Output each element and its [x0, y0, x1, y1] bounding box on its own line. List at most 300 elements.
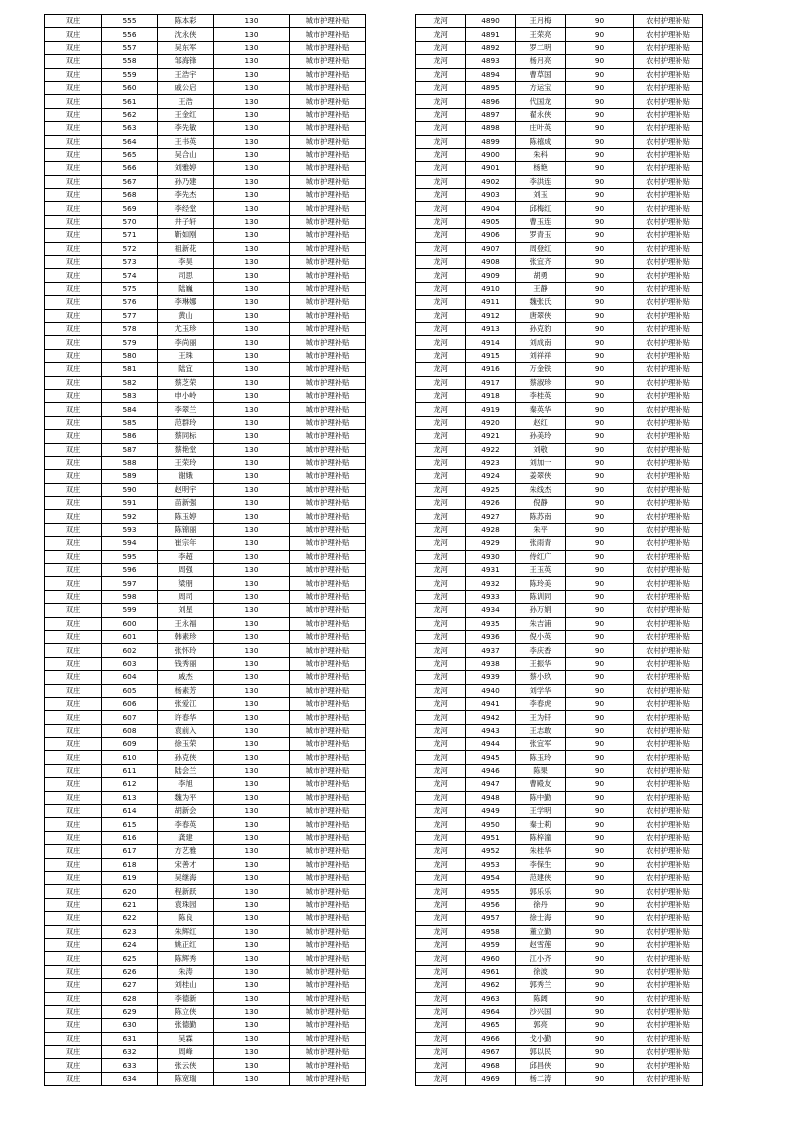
serial-cell: 4969 [466, 1072, 516, 1085]
table-row [45, 912, 366, 925]
name-cell: 李保生 [516, 858, 566, 871]
name-cell: 张爱江 [158, 697, 214, 710]
town-cell: 龙河 [416, 523, 466, 536]
amount-cell: 90 [566, 269, 634, 282]
name-cell: 姚正红 [158, 938, 214, 951]
subsidy-type-cell: 农村护理补贴 [634, 95, 703, 108]
name-cell: 祖新花 [158, 242, 214, 255]
table-row [45, 898, 366, 911]
town-cell: 龙河 [416, 349, 466, 362]
name-cell: 翟永侠 [516, 108, 566, 121]
serial-cell: 4954 [466, 872, 516, 885]
town-cell: 龙河 [416, 55, 466, 68]
subsidy-type-cell: 城市护理补贴 [290, 778, 366, 791]
serial-cell: 4947 [466, 778, 516, 791]
serial-cell: 575 [102, 282, 158, 295]
subsidy-type-cell: 农村护理补贴 [634, 644, 703, 657]
town-cell: 龙河 [416, 256, 466, 269]
table-row [416, 657, 703, 670]
town-cell: 龙河 [416, 1019, 466, 1032]
serial-cell: 599 [102, 604, 158, 617]
subsidy-type-cell: 城市护理补贴 [290, 564, 366, 577]
serial-cell: 4915 [466, 349, 516, 362]
table-row [416, 898, 703, 911]
subsidy-type-cell: 城市护理补贴 [290, 831, 366, 844]
name-cell: 王珠 [158, 349, 214, 362]
serial-cell: 577 [102, 309, 158, 322]
serial-cell: 605 [102, 684, 158, 697]
subsidy-type-cell: 城市护理补贴 [290, 818, 366, 831]
subsidy-type-cell: 城市护理补贴 [290, 349, 366, 362]
amount-cell: 90 [566, 898, 634, 911]
town-cell: 龙河 [416, 470, 466, 483]
amount-cell: 90 [566, 952, 634, 965]
subsidy-type-cell: 城市护理补贴 [290, 497, 366, 510]
amount-cell: 90 [566, 671, 634, 684]
subsidy-type-cell: 农村护理补贴 [634, 269, 703, 282]
town-cell: 龙河 [416, 363, 466, 376]
subsidy-type-cell: 农村护理补贴 [634, 711, 703, 724]
table-row [416, 95, 703, 108]
name-cell: 徐士海 [516, 912, 566, 925]
town-cell: 龙河 [416, 108, 466, 121]
amount-cell: 90 [566, 497, 634, 510]
name-cell: 王学明 [516, 805, 566, 818]
name-cell: 王永福 [158, 617, 214, 630]
table-row [416, 979, 703, 992]
name-cell: 徐玉荣 [158, 738, 214, 751]
serial-cell: 562 [102, 108, 158, 121]
name-cell: 沈永侠 [158, 28, 214, 41]
amount-cell: 90 [566, 644, 634, 657]
table-row [45, 15, 366, 28]
serial-cell: 622 [102, 912, 158, 925]
amount-cell: 90 [566, 336, 634, 349]
amount-cell: 130 [214, 215, 290, 228]
name-cell: 倪小英 [516, 630, 566, 643]
name-cell: 许春华 [158, 711, 214, 724]
name-cell: 陈果 [516, 764, 566, 777]
name-cell: 王浩宇 [158, 68, 214, 81]
amount-cell: 90 [566, 376, 634, 389]
table-row [416, 269, 703, 282]
table-row [45, 403, 366, 416]
town-cell: 双庄 [45, 256, 102, 269]
subsidy-type-cell: 农村护理补贴 [634, 41, 703, 54]
town-cell: 双庄 [45, 604, 102, 617]
table-row [45, 336, 366, 349]
amount-cell: 90 [566, 751, 634, 764]
name-cell: 蔡芝荣 [158, 376, 214, 389]
amount-cell: 130 [214, 403, 290, 416]
serial-cell: 4925 [466, 483, 516, 496]
name-cell: 王静 [516, 282, 566, 295]
subsidy-type-cell: 农村护理补贴 [634, 577, 703, 590]
amount-cell: 90 [566, 965, 634, 978]
amount-cell: 130 [214, 724, 290, 737]
name-cell: 申小岭 [158, 389, 214, 402]
subsidy-type-cell: 农村护理补贴 [634, 15, 703, 28]
table-row [45, 456, 366, 469]
amount-cell: 130 [214, 376, 290, 389]
name-cell: 袁珠园 [158, 898, 214, 911]
town-cell: 龙河 [416, 242, 466, 255]
subsidy-type-cell: 农村护理补贴 [634, 443, 703, 456]
serial-cell: 4899 [466, 135, 516, 148]
town-cell: 双庄 [45, 202, 102, 215]
serial-cell: 4928 [466, 523, 516, 536]
table-row [45, 537, 366, 550]
table-row [45, 925, 366, 938]
town-cell: 双庄 [45, 282, 102, 295]
serial-cell: 4918 [466, 389, 516, 402]
name-cell: 苗新强 [158, 497, 214, 510]
serial-cell: 596 [102, 564, 158, 577]
table-row [416, 671, 703, 684]
town-cell: 双庄 [45, 108, 102, 121]
subsidy-type-cell: 农村护理补贴 [634, 68, 703, 81]
amount-cell: 90 [566, 805, 634, 818]
subsidy-type-cell: 农村护理补贴 [634, 322, 703, 335]
table-row [416, 912, 703, 925]
amount-cell: 90 [566, 1046, 634, 1059]
serial-cell: 625 [102, 952, 158, 965]
serial-cell: 593 [102, 523, 158, 536]
amount-cell: 90 [566, 1005, 634, 1018]
name-cell: 张云侠 [158, 1059, 214, 1072]
amount-cell: 90 [566, 617, 634, 630]
town-cell: 双庄 [45, 443, 102, 456]
amount-cell: 130 [214, 389, 290, 402]
subsidy-type-cell: 农村护理补贴 [634, 912, 703, 925]
serial-cell: 606 [102, 697, 158, 710]
subsidy-type-cell: 农村护理补贴 [634, 28, 703, 41]
amount-cell: 130 [214, 322, 290, 335]
town-cell: 龙河 [416, 376, 466, 389]
serial-cell: 565 [102, 148, 158, 161]
subsidy-type-cell: 农村护理补贴 [634, 630, 703, 643]
subsidy-type-cell: 农村护理补贴 [634, 470, 703, 483]
amount-cell: 130 [214, 965, 290, 978]
subsidy-type-cell: 城市护理补贴 [290, 577, 366, 590]
amount-cell: 130 [214, 791, 290, 804]
serial-cell: 556 [102, 28, 158, 41]
serial-cell: 4897 [466, 108, 516, 121]
table-row [416, 630, 703, 643]
subsidy-type-cell: 城市护理补贴 [290, 1059, 366, 1072]
amount-cell: 130 [214, 242, 290, 255]
table-row [45, 1005, 366, 1018]
town-cell: 双庄 [45, 898, 102, 911]
serial-cell: 557 [102, 41, 158, 54]
table-row [416, 550, 703, 563]
subsidy-type-cell: 城市护理补贴 [290, 590, 366, 603]
town-cell: 龙河 [416, 831, 466, 844]
amount-cell: 90 [566, 483, 634, 496]
subsidy-type-cell: 城市护理补贴 [290, 550, 366, 563]
name-cell: 张德勤 [158, 1019, 214, 1032]
table-row [45, 1059, 366, 1072]
name-cell: 宋善才 [158, 858, 214, 871]
table-row [416, 644, 703, 657]
subsidy-type-cell: 城市护理补贴 [290, 912, 366, 925]
subsidy-type-cell: 城市护理补贴 [290, 363, 366, 376]
name-cell: 郭亮 [516, 1019, 566, 1032]
subsidy-type-cell: 农村护理补贴 [634, 684, 703, 697]
left-roster-table [44, 14, 366, 1086]
subsidy-type-cell: 城市护理补贴 [290, 992, 366, 1005]
name-cell: 王荣亮 [516, 28, 566, 41]
serial-cell: 4948 [466, 791, 516, 804]
town-cell: 双庄 [45, 791, 102, 804]
subsidy-type-cell: 农村护理补贴 [634, 403, 703, 416]
amount-cell: 90 [566, 630, 634, 643]
serial-cell: 576 [102, 296, 158, 309]
subsidy-type-cell: 城市护理补贴 [290, 510, 366, 523]
name-cell: 唐翠侠 [516, 309, 566, 322]
town-cell: 双庄 [45, 148, 102, 161]
amount-cell: 90 [566, 764, 634, 777]
serial-cell: 4903 [466, 189, 516, 202]
serial-cell: 4895 [466, 81, 516, 94]
subsidy-type-cell: 农村护理补贴 [634, 135, 703, 148]
town-cell: 双庄 [45, 778, 102, 791]
town-cell: 双庄 [45, 162, 102, 175]
name-cell: 袁前入 [158, 724, 214, 737]
town-cell: 龙河 [416, 697, 466, 710]
town-cell: 双庄 [45, 858, 102, 871]
town-cell: 双庄 [45, 175, 102, 188]
name-cell: 罗青玉 [516, 229, 566, 242]
town-cell: 双庄 [45, 483, 102, 496]
town-cell: 双庄 [45, 671, 102, 684]
table-row [416, 81, 703, 94]
subsidy-type-cell: 农村护理补贴 [634, 537, 703, 550]
serial-cell: 592 [102, 510, 158, 523]
amount-cell: 130 [214, 885, 290, 898]
town-cell: 双庄 [45, 15, 102, 28]
town-cell: 双庄 [45, 68, 102, 81]
town-cell: 双庄 [45, 41, 102, 54]
amount-cell: 130 [214, 523, 290, 536]
name-cell: 李先杰 [158, 189, 214, 202]
subsidy-type-cell: 农村护理补贴 [634, 81, 703, 94]
table-row [45, 684, 366, 697]
amount-cell: 90 [566, 430, 634, 443]
name-cell: 陈良 [158, 912, 214, 925]
amount-cell: 90 [566, 537, 634, 550]
amount-cell: 130 [214, 671, 290, 684]
name-cell: 朱辉红 [158, 925, 214, 938]
subsidy-type-cell: 农村护理补贴 [634, 162, 703, 175]
subsidy-type-cell: 农村护理补贴 [634, 657, 703, 670]
subsidy-type-cell: 农村护理补贴 [634, 885, 703, 898]
town-cell: 双庄 [45, 242, 102, 255]
table-row [45, 979, 366, 992]
serial-cell: 4916 [466, 363, 516, 376]
serial-cell: 4938 [466, 657, 516, 670]
name-cell: 孙万娟 [516, 604, 566, 617]
serial-cell: 630 [102, 1019, 158, 1032]
name-cell: 周强 [158, 564, 214, 577]
table-row [45, 992, 366, 1005]
subsidy-type-cell: 城市护理补贴 [290, 617, 366, 630]
serial-cell: 598 [102, 590, 158, 603]
serial-cell: 602 [102, 644, 158, 657]
town-cell: 龙河 [416, 617, 466, 630]
serial-cell: 4910 [466, 282, 516, 295]
town-cell: 龙河 [416, 282, 466, 295]
subsidy-type-cell: 城市护理补贴 [290, 256, 366, 269]
subsidy-type-cell: 城市护理补贴 [290, 1072, 366, 1085]
name-cell: 朱平 [516, 523, 566, 536]
table-row [416, 778, 703, 791]
serial-cell: 574 [102, 269, 158, 282]
name-cell: 陈宽瑞 [158, 1072, 214, 1085]
subsidy-type-cell: 农村护理补贴 [634, 845, 703, 858]
name-cell: 蔡艳堂 [158, 443, 214, 456]
table-row [45, 162, 366, 175]
subsidy-type-cell: 城市护理补贴 [290, 724, 366, 737]
serial-cell: 572 [102, 242, 158, 255]
table-row [45, 564, 366, 577]
serial-cell: 4893 [466, 55, 516, 68]
table-row [416, 443, 703, 456]
serial-cell: 4904 [466, 202, 516, 215]
serial-cell: 619 [102, 872, 158, 885]
amount-cell: 130 [214, 858, 290, 871]
amount-cell: 130 [214, 202, 290, 215]
amount-cell: 90 [566, 1019, 634, 1032]
subsidy-type-cell: 城市护理补贴 [290, 925, 366, 938]
amount-cell: 130 [214, 644, 290, 657]
town-cell: 龙河 [416, 497, 466, 510]
amount-cell: 130 [214, 872, 290, 885]
amount-cell: 130 [214, 764, 290, 777]
subsidy-type-cell: 农村护理补贴 [634, 791, 703, 804]
serial-cell: 586 [102, 430, 158, 443]
subsidy-type-cell: 城市护理补贴 [290, 175, 366, 188]
table-row [416, 805, 703, 818]
subsidy-type-cell: 农村护理补贴 [634, 55, 703, 68]
serial-cell: 4905 [466, 215, 516, 228]
town-cell: 龙河 [416, 389, 466, 402]
table-row [45, 671, 366, 684]
serial-cell: 597 [102, 577, 158, 590]
name-cell: 赵红 [516, 416, 566, 429]
subsidy-type-cell: 农村护理补贴 [634, 992, 703, 1005]
serial-cell: 4922 [466, 443, 516, 456]
serial-cell: 4896 [466, 95, 516, 108]
name-cell: 陈苏南 [516, 510, 566, 523]
amount-cell: 130 [214, 1059, 290, 1072]
amount-cell: 90 [566, 296, 634, 309]
serial-cell: 4908 [466, 256, 516, 269]
amount-cell: 90 [566, 1032, 634, 1045]
subsidy-type-cell: 农村护理补贴 [634, 604, 703, 617]
subsidy-type-cell: 城市护理补贴 [290, 1019, 366, 1032]
name-cell: 方艺雅 [158, 845, 214, 858]
table-row [45, 751, 366, 764]
name-cell: 孙克侠 [158, 751, 214, 764]
town-cell: 龙河 [416, 122, 466, 135]
table-row [45, 885, 366, 898]
subsidy-type-cell: 农村护理补贴 [634, 751, 703, 764]
town-cell: 双庄 [45, 537, 102, 550]
table-row [45, 269, 366, 282]
amount-cell: 130 [214, 430, 290, 443]
amount-cell: 90 [566, 912, 634, 925]
subsidy-type-cell: 城市护理补贴 [290, 15, 366, 28]
name-cell: 朱线杰 [516, 483, 566, 496]
subsidy-type-cell: 农村护理补贴 [634, 416, 703, 429]
subsidy-type-cell: 农村护理补贴 [634, 965, 703, 978]
town-cell: 龙河 [416, 818, 466, 831]
amount-cell: 90 [566, 416, 634, 429]
name-cell: 蔡小玖 [516, 671, 566, 684]
subsidy-type-cell: 农村护理补贴 [634, 1059, 703, 1072]
town-cell: 龙河 [416, 175, 466, 188]
subsidy-type-cell: 城市护理补贴 [290, 403, 366, 416]
name-cell: 刘学华 [516, 684, 566, 697]
name-cell: 邱梅红 [516, 202, 566, 215]
name-cell: 庄叶英 [516, 122, 566, 135]
subsidy-type-cell: 农村护理补贴 [634, 376, 703, 389]
amount-cell: 90 [566, 738, 634, 751]
amount-cell: 130 [214, 952, 290, 965]
amount-cell: 90 [566, 523, 634, 536]
subsidy-type-cell: 农村护理补贴 [634, 697, 703, 710]
table-row [416, 135, 703, 148]
subsidy-type-cell: 城市护理补贴 [290, 657, 366, 670]
town-cell: 龙河 [416, 403, 466, 416]
subsidy-type-cell: 城市护理补贴 [290, 671, 366, 684]
table-row [416, 456, 703, 469]
table-row [45, 349, 366, 362]
town-cell: 双庄 [45, 510, 102, 523]
subsidy-type-cell: 城市护理补贴 [290, 537, 366, 550]
town-cell: 龙河 [416, 41, 466, 54]
town-cell: 龙河 [416, 229, 466, 242]
name-cell: 王玉英 [516, 564, 566, 577]
table-row [416, 1005, 703, 1018]
town-cell: 龙河 [416, 952, 466, 965]
amount-cell: 90 [566, 282, 634, 295]
serial-cell: 4943 [466, 724, 516, 737]
table-row [45, 952, 366, 965]
table-row [45, 697, 366, 710]
subsidy-type-cell: 城市护理补贴 [290, 805, 366, 818]
amount-cell: 90 [566, 108, 634, 121]
amount-cell: 130 [214, 657, 290, 670]
subsidy-type-cell: 农村护理补贴 [634, 256, 703, 269]
table-row [416, 537, 703, 550]
table-row [45, 818, 366, 831]
subsidy-type-cell: 农村护理补贴 [634, 831, 703, 844]
amount-cell: 90 [566, 925, 634, 938]
subsidy-type-cell: 城市护理补贴 [290, 965, 366, 978]
town-cell: 龙河 [416, 81, 466, 94]
amount-cell: 90 [566, 564, 634, 577]
name-cell: 李德新 [158, 992, 214, 1005]
name-cell: 刘星 [158, 604, 214, 617]
amount-cell: 130 [214, 684, 290, 697]
subsidy-type-cell: 城市护理补贴 [290, 309, 366, 322]
table-row [416, 925, 703, 938]
serial-cell: 569 [102, 202, 158, 215]
amount-cell: 130 [214, 831, 290, 844]
table-row [416, 68, 703, 81]
